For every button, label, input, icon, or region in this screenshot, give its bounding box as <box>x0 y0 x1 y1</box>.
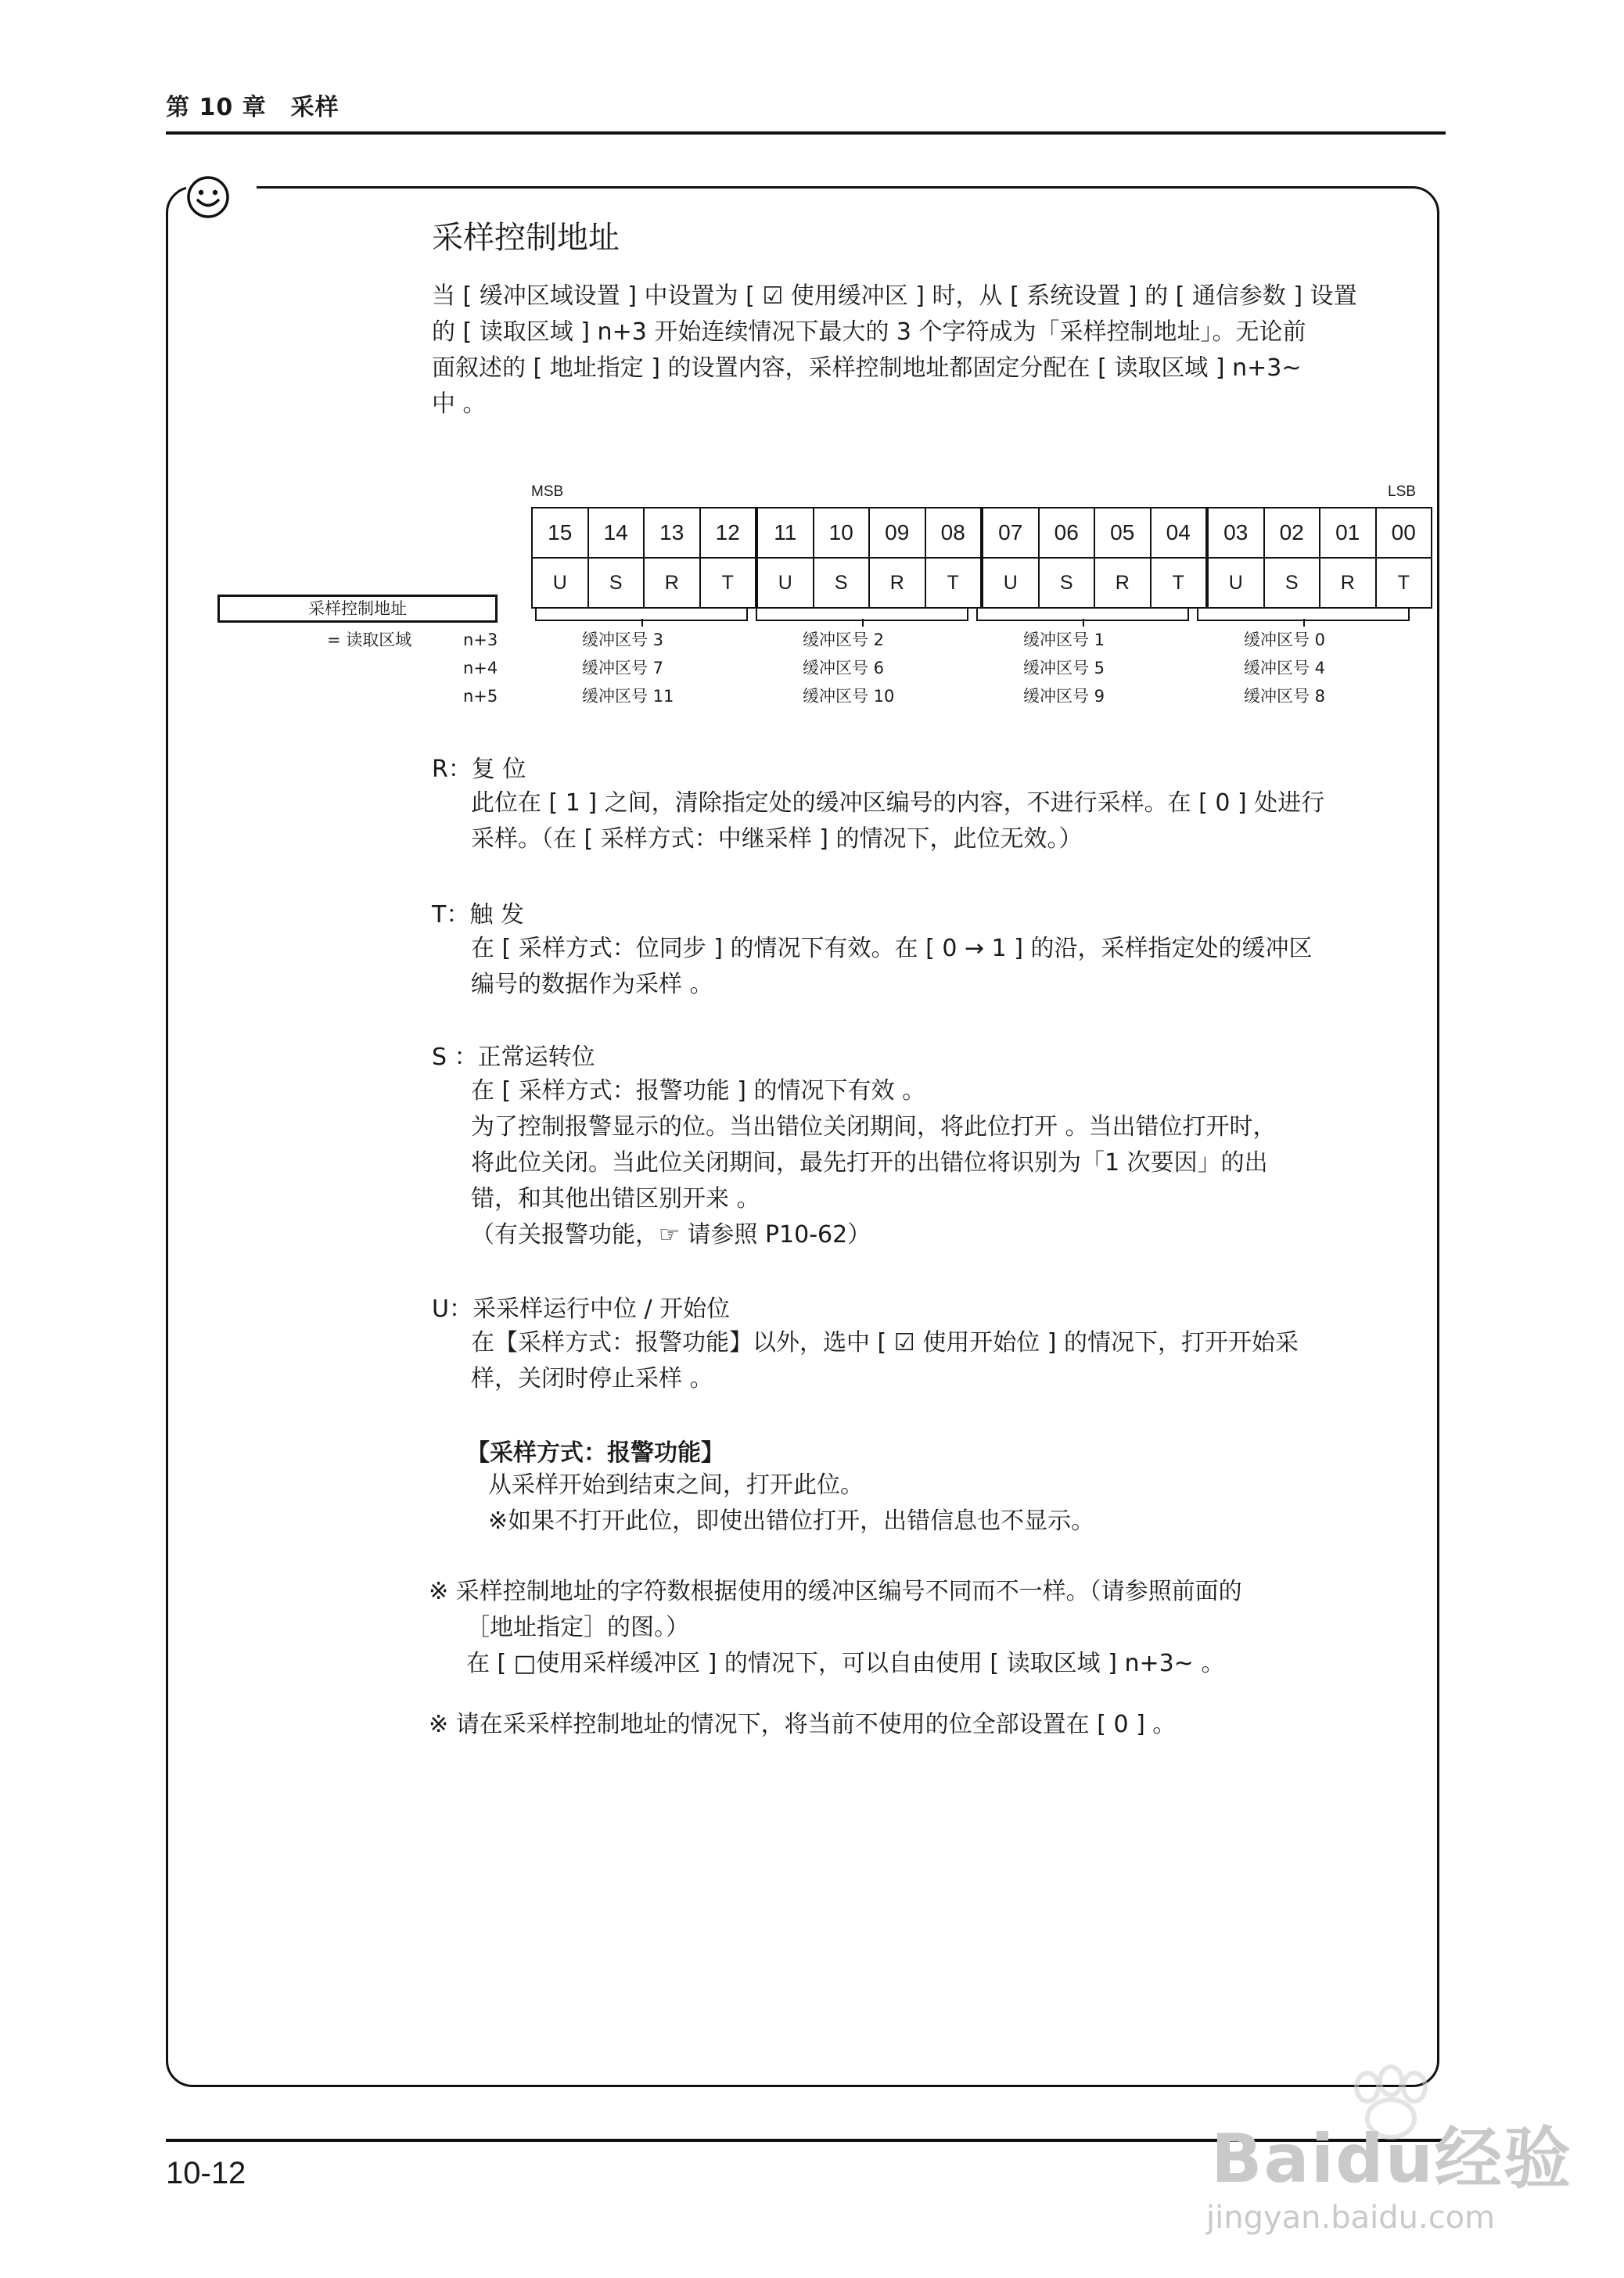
buffer-column <box>1023 626 1105 710</box>
bit-flag: U <box>1207 558 1264 608</box>
buffer-label: 缓冲区号 6 <box>803 659 885 677</box>
s-line: 在 [ 采样方式：报警功能 ] 的情况下有效 。 <box>471 1077 926 1105</box>
bit-flag: U <box>982 558 1039 608</box>
r-line: 采样。（在 [ 采样方式：中继采样 ] 的情况下，此位无效。） <box>471 825 1083 853</box>
bit-number: 02 <box>1264 508 1320 558</box>
intro-line: 中 。 <box>432 390 487 418</box>
buffer-column <box>582 626 674 710</box>
t-line: 在 [ 采样方式：位同步 ] 的情况下有效。在 [ 0 → 1 ] 的沿，采样指定处的缓冲区 <box>471 935 1313 962</box>
u-sub-line: 从采样开始到结束之间，打开此位。 <box>488 1471 864 1499</box>
page-number: 10-12 <box>166 2156 246 2190</box>
buffer-label: 缓冲区号 11 <box>582 687 674 706</box>
bit-number: 13 <box>644 508 700 558</box>
bit-flag: R <box>869 558 925 608</box>
s-heading: S ：正常运转位 <box>432 1044 595 1071</box>
buffer-label: 缓冲区号 5 <box>1023 659 1105 677</box>
address-label-box: 采样控制地址 <box>217 595 498 623</box>
bit-flag: S <box>1264 558 1320 608</box>
bit-flag: S <box>588 558 645 608</box>
read-area-label: = 读取区域 <box>327 631 412 649</box>
intro-line: 的 [ 读取区域 ] n+3 开始连续情况下最大的 3 个字符成为「采样控制地址」。无论前 <box>432 318 1306 346</box>
group-brace <box>1197 609 1410 621</box>
t-heading: T：触 发 <box>432 901 524 929</box>
chapter-header: 第 10 章 采样 <box>166 94 340 121</box>
group-brace <box>976 609 1189 621</box>
bit-flag: R <box>644 558 700 608</box>
bit-number: 08 <box>925 508 983 558</box>
bit-number: 11 <box>756 508 814 558</box>
intro-line: 当 [ 缓冲区域设置 ] 中设置为 [ ☑ 使用缓冲区 ] 时，从 [ 系统设置 ] 的 [ 通信参数 ] 设置 <box>432 282 1357 310</box>
smiley-icon <box>185 174 232 221</box>
group-brace <box>535 609 748 621</box>
register-table <box>531 507 1432 609</box>
header-rule <box>166 131 1446 135</box>
note-1 <box>429 1574 1422 1682</box>
buffer-column <box>1244 626 1325 710</box>
bit-number: 14 <box>588 508 645 558</box>
bit-flag: U <box>756 558 814 608</box>
buffer-label: 缓冲区号 0 <box>1244 631 1326 649</box>
bit-number: 03 <box>1207 508 1264 558</box>
bit-number: 12 <box>700 508 757 558</box>
u-line: 在【采样方式：报警功能】以外，选中 [ ☑ 使用开始位 ] 的情况下，打开开始采 <box>471 1329 1299 1356</box>
r-heading: R：复 位 <box>432 756 526 783</box>
group-brace <box>756 609 968 621</box>
r-description <box>471 785 1417 857</box>
msb-label: MSB <box>531 483 564 500</box>
bit-number: 00 <box>1376 508 1432 558</box>
bit-flag: S <box>1039 558 1095 608</box>
note-line: ［地址指定］的图。） <box>466 1614 689 1641</box>
s-reference-link[interactable]: （有关报警功能，☞ 请参照 P10-62） <box>471 1221 871 1249</box>
section-title: 采样控制地址 <box>432 220 620 256</box>
buffer-column <box>803 626 894 710</box>
u-line: 样，关闭时停止采样 。 <box>471 1365 713 1392</box>
bit-number: 09 <box>869 508 925 558</box>
buffer-label: 缓冲区号 10 <box>803 687 895 706</box>
bit-flag: T <box>700 558 757 608</box>
row-label: n+5 <box>463 687 498 706</box>
s-line: 为了控制报警显示的位。当出错位关闭期间，将此位打开 。当出错位打开时， <box>471 1113 1277 1141</box>
s-line: 错，和其他出错区别开来 。 <box>471 1185 760 1213</box>
u-sub-line: ※如果不打开此位，即使出错位打开，出错信息也不显示。 <box>488 1507 1095 1535</box>
bit-flag: R <box>1320 558 1376 608</box>
buffer-label: 缓冲区号 9 <box>1023 687 1105 706</box>
bit-number: 01 <box>1320 508 1376 558</box>
bit-number: 07 <box>982 508 1039 558</box>
note-line: 在 [ □使用采样缓冲区 ] 的情况下，可以自由使用 [ 读取区域 ] n+3~ 。 <box>466 1650 1225 1677</box>
u-description <box>471 1325 1417 1397</box>
r-line: 此位在 [ 1 ] 之间，清除指定处的缓冲区编号的内容，不进行采样。在 [ 0 ] 处进行 <box>471 789 1325 817</box>
bit-number: 10 <box>814 508 870 558</box>
row-label-list <box>463 626 498 710</box>
note-line: ※ 采样控制地址的字符数根据使用的缓冲区编号不同而不一样。（请参照前面的 <box>429 1578 1242 1605</box>
t-description <box>471 931 1417 1003</box>
buffer-label: 缓冲区号 3 <box>582 631 664 649</box>
watermark-url: jingyan.baidu.com <box>1206 2200 1496 2236</box>
bit-flag-row <box>532 558 1432 608</box>
intro-line: 面叙述的 [ 地址指定 ] 的设置内容，采样控制地址都固定分配在 [ 读取区域 ] n+3~ <box>432 354 1302 382</box>
watermark-brand: Baidu经验 <box>1211 2120 1572 2198</box>
s-line: 将此位关闭。当此位关闭期间，最先打开的出错位将识别为「1 次要因」的出 <box>471 1149 1268 1177</box>
intro-paragraph <box>432 278 1419 422</box>
row-label: n+3 <box>463 631 498 649</box>
bit-flag: S <box>814 558 870 608</box>
bit-flag: U <box>532 558 588 608</box>
note-2: ※ 请在采采样控制地址的情况下，将当前不使用的位全部设置在 [ 0 ] 。 <box>429 1711 1177 1738</box>
bit-number: 05 <box>1094 508 1151 558</box>
bit-number-row <box>532 508 1432 558</box>
buffer-label: 缓冲区号 4 <box>1244 659 1326 677</box>
bit-flag: T <box>925 558 983 608</box>
bit-number: 04 <box>1151 508 1208 558</box>
bit-flag: R <box>1094 558 1151 608</box>
buffer-label: 缓冲区号 8 <box>1244 687 1326 706</box>
u-subheading: 【采样方式：报警功能】 <box>466 1439 724 1467</box>
bit-flag: T <box>1151 558 1208 608</box>
u-heading: U：采采样运行中位 / 开始位 <box>432 1295 731 1323</box>
bit-number: 06 <box>1039 508 1095 558</box>
buffer-label: 缓冲区号 1 <box>1023 631 1105 649</box>
buffer-label: 缓冲区号 7 <box>582 659 664 677</box>
lsb-label: LSB <box>1388 483 1416 500</box>
t-line: 编号的数据作为采样 。 <box>471 971 713 998</box>
row-label: n+4 <box>463 659 498 677</box>
bit-number: 15 <box>532 508 588 558</box>
buffer-label: 缓冲区号 2 <box>803 631 885 649</box>
u-sub-description <box>488 1468 1435 1540</box>
s-description <box>471 1073 1417 1253</box>
bit-flag: T <box>1376 558 1432 608</box>
